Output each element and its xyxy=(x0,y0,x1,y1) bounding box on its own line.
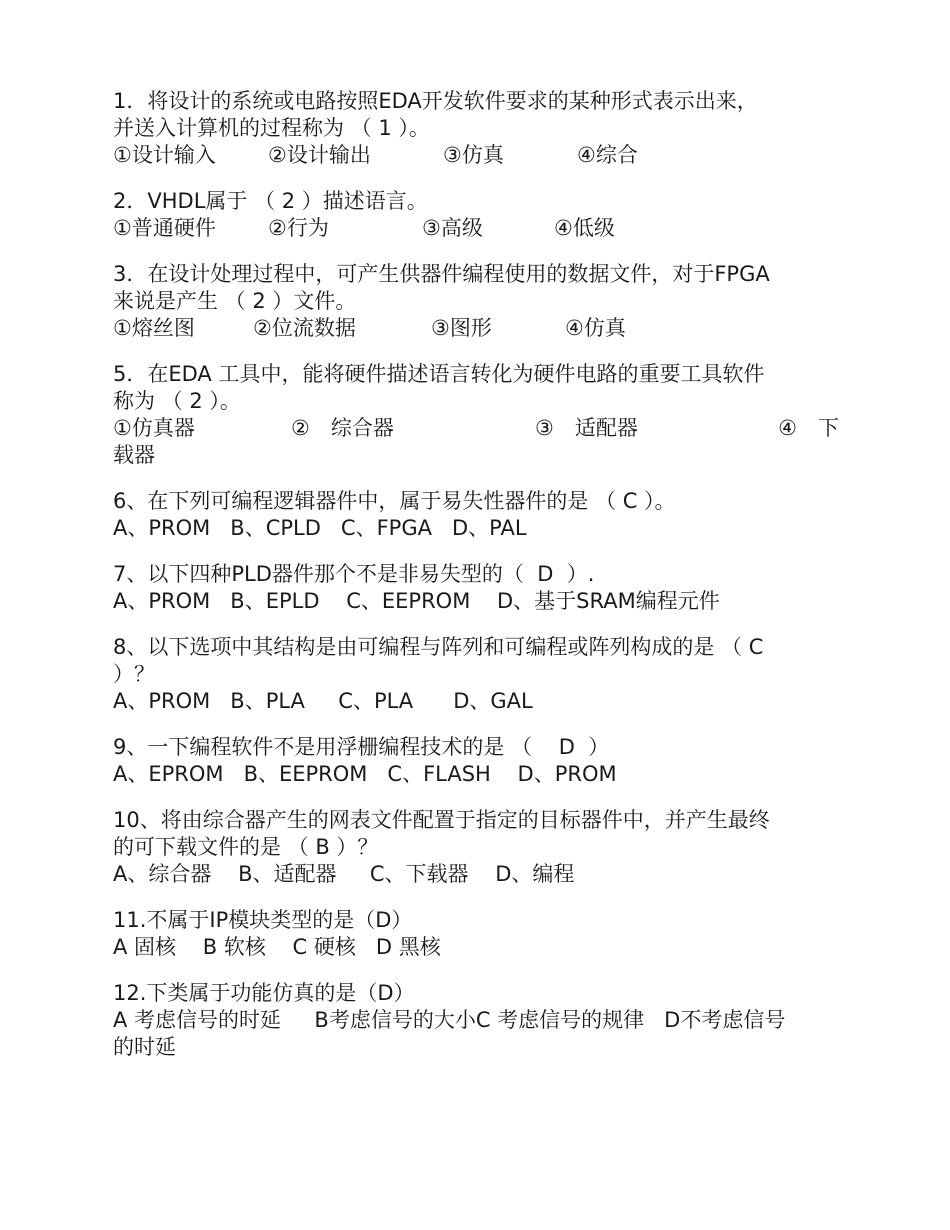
option: ④综合 xyxy=(577,143,638,167)
question-text: 2．VHDL属于 （ 2 ）描述语言。 xyxy=(113,189,428,213)
options-row: A 考虑信号的时延 B考虑信号的大小C 考虑信号的规律 D不考虑信号 xyxy=(113,1008,786,1032)
question-8 xyxy=(113,634,839,715)
option: ④ 下 xyxy=(778,416,839,440)
option: ③仿真 xyxy=(443,143,504,167)
question-text: 并送入计算机的过程称为 （ 1 ）。 xyxy=(113,116,430,140)
question-text: 5．在EDA 工具中，能将硬件描述语言转化为硬件电路的重要工具软件 xyxy=(113,362,765,386)
question-1 xyxy=(113,88,839,169)
options-row xyxy=(113,415,839,442)
options-row: A、PROM B、CPLD C、FPGA D、PAL xyxy=(113,516,527,540)
options-row xyxy=(113,215,839,242)
option: ③图形 xyxy=(431,316,492,340)
option: ③ 适配器 xyxy=(535,416,638,440)
question-text: 3．在设计处理过程中，可产生供器件编程使用的数据文件，对于FPGA xyxy=(113,262,770,286)
question-6 xyxy=(113,488,839,542)
question-text: ）？ xyxy=(113,662,155,686)
options-row xyxy=(113,142,839,169)
question-text: 12.下类属于功能仿真的是（D） xyxy=(113,981,415,1005)
question-9 xyxy=(113,734,839,788)
options-row: A、EPROM B、EEPROM C、FLASH D、PROM xyxy=(113,762,617,786)
question-text: 9、一下编程软件不是用浮栅编程技术的是 （ D ） xyxy=(113,735,610,759)
question-3 xyxy=(113,261,839,342)
question-text: 7、以下四种PLD器件那个不是非易失型的（ D ）. xyxy=(113,562,595,586)
option: ②设计输出 xyxy=(268,143,371,167)
options-row xyxy=(113,315,839,342)
options-row: 的时延 xyxy=(113,1035,176,1059)
options-row: A、PROM B、EPLD C、EEPROM D、基于SRAM编程元件 xyxy=(113,589,720,613)
question-12 xyxy=(113,980,839,1061)
option: ④低级 xyxy=(554,216,615,240)
question-text: 1．将设计的系统或电路按照EDA开发软件要求的某种形式表示出来， xyxy=(113,89,758,113)
option: ④仿真 xyxy=(565,316,626,340)
option: ①设计输入 xyxy=(113,143,216,167)
document-page xyxy=(113,88,839,1080)
option: ①熔丝图 xyxy=(113,316,195,340)
option: ②位流数据 xyxy=(253,316,356,340)
option: ①仿真器 xyxy=(113,416,195,440)
option: ② 综合器 xyxy=(291,416,394,440)
options-row: A 固核 B 软核 C 硬核 D 黑核 xyxy=(113,935,441,959)
question-7 xyxy=(113,561,839,615)
question-text: 称为 （ 2 ）。 xyxy=(113,389,241,413)
question-text: 10、将由综合器产生的网表文件配置于指定的目标器件中，并产生最终 xyxy=(113,808,770,832)
options-row: A、PROM B、PLA C、PLA D、GAL xyxy=(113,689,533,713)
question-2 xyxy=(113,188,839,242)
options-row: A、综合器 B、适配器 C、下载器 D、编程 xyxy=(113,862,575,886)
question-5 xyxy=(113,361,839,469)
option-continuation: 载器 xyxy=(113,443,155,467)
question-text: 8、以下选项中其结构是由可编程与阵列和可编程或阵列构成的是 （ C xyxy=(113,635,764,659)
option: ③高级 xyxy=(422,216,483,240)
question-text: 的可下载文件的是 （ B ）？ xyxy=(113,835,379,859)
option: ②行为 xyxy=(268,216,329,240)
question-text: 11.不属于IP模块类型的是（D） xyxy=(113,908,413,932)
question-text: 6、在下列可编程逻辑器件中，属于易失性器件的是 （ C ）。 xyxy=(113,489,676,513)
option: ①普通硬件 xyxy=(113,216,216,240)
question-10 xyxy=(113,807,839,888)
question-text: 来说是产生 （ 2 ）文件。 xyxy=(113,289,357,313)
question-11 xyxy=(113,907,839,961)
